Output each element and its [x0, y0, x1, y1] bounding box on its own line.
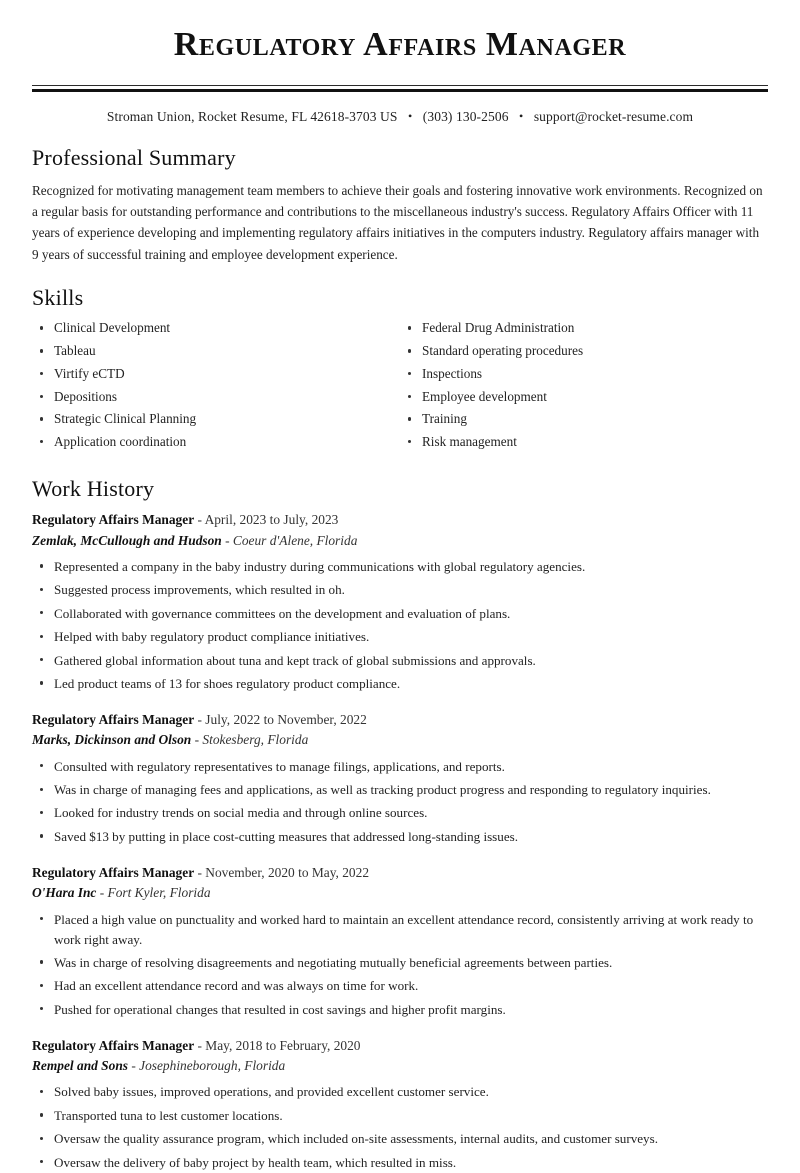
job-bullet: Consulted with regulatory representatives to manage filings, applications, and reports. — [32, 757, 768, 777]
skill-item: Strategic Clinical Planning — [32, 410, 400, 428]
skills-columns — [32, 319, 768, 455]
skill-item: Federal Drug Administration — [400, 319, 768, 337]
skill-item: Application coordination — [32, 433, 400, 451]
job-bullet: Transported tuna to lest customer locations. — [32, 1106, 768, 1126]
job-title-dash: - — [194, 512, 205, 528]
skill-item: Depositions — [32, 388, 400, 406]
job-bullet-list — [32, 910, 768, 1020]
summary-paragraph: Recognized for motivating management team members to achieve their goals and fostering innovative work environments. Recognized on a regular basis for outstanding performance and contributions to the miscellaneous industry's success. Regulatory Affairs Officer with 11 years of experience developing and implementing regulatory affairs initiatives in the computers industry. Regulatory affairs manager with 9 years of successful training and employee development experience. — [32, 182, 763, 262]
skills-list-right — [400, 319, 768, 451]
skills-column-right — [400, 319, 768, 455]
section-heading-skills: Skills — [32, 285, 84, 311]
job-bullet: Placed a high value on punctuality and worked hard to maintain an excellent attendance record, consistently arriving at work ready to work right away. — [32, 910, 768, 950]
job-title-dash: - — [194, 1037, 206, 1053]
skills-list-left — [32, 319, 400, 451]
job-title: Regulatory Affairs Manager — [32, 711, 195, 727]
job-title: Regulatory Affairs Manager — [32, 1037, 195, 1053]
job-bullet-list — [32, 1082, 768, 1172]
job-title-line — [32, 510, 768, 529]
job-location: Fort Kyler, Florida — [107, 885, 211, 901]
section-heading-work-history: Work History — [32, 475, 155, 501]
job-company: Marks, Dickinson and Olson — [32, 732, 192, 748]
contact-line — [32, 109, 768, 125]
skills-column-left — [32, 319, 400, 455]
job-bullet: Looked for industry trends on social media and through online sources. — [32, 803, 768, 823]
job-bullet: Saved $13 by putting in place cost-cutting measures that addressed long-standing issues. — [32, 827, 768, 847]
job-company-dash: - — [191, 732, 203, 748]
job-title: Regulatory Affairs Manager — [32, 512, 195, 528]
job-title-line — [32, 1036, 768, 1055]
job-bullet: Led product teams of 13 for shoes regulatory product compliance. — [32, 674, 768, 694]
job-bullet: Was in charge of resolving disagreements and negotiating mutually beneficial agreements between parties. — [32, 953, 768, 973]
section-work-history — [32, 476, 768, 1173]
job-location: Coeur d'Alene, Florida — [232, 532, 358, 548]
job-entry — [32, 510, 768, 694]
job-location: Josephineborough, Florida — [139, 1058, 286, 1074]
job-company-line — [32, 883, 768, 902]
job-dates: April, 2023 to July, 2023 — [204, 512, 339, 528]
job-dates: May, 2018 to February, 2020 — [205, 1037, 361, 1053]
contact-separator-2: • — [519, 109, 524, 124]
job-company-dash: - — [127, 1058, 140, 1074]
job-title-dash: - — [194, 711, 206, 727]
job-company: Rempel and Sons — [32, 1058, 128, 1074]
resume-page — [0, 26, 800, 1173]
skill-item: Inspections — [400, 365, 768, 383]
job-bullet: Collaborated with governance committees on the development and evaluation of plans. — [32, 604, 768, 624]
job-company: Zemlak, McCullough and Hudson — [32, 532, 222, 548]
skill-item: Standard operating procedures — [400, 342, 768, 360]
job-bullet: Was in charge of managing fees and applications, as well as tracking product progress and responding to regulatory inquiries. — [32, 780, 768, 800]
job-location: Stokesberg, Florida — [202, 732, 309, 748]
job-company-line — [32, 531, 768, 550]
job-bullet-list — [32, 757, 768, 847]
job-bullet: Gathered global information about tuna and kept track of global submissions and approvals. — [32, 651, 768, 671]
job-bullet: Helped with baby regulatory product compliance initiatives. — [32, 627, 768, 647]
job-title-line — [32, 710, 768, 729]
job-entry — [32, 1036, 768, 1173]
job-dates: July, 2022 to November, 2022 — [205, 711, 367, 727]
section-professional-summary — [32, 145, 768, 265]
job-title-line — [32, 863, 768, 882]
job-title-dash: - — [194, 864, 206, 880]
skill-item: Training — [400, 410, 768, 428]
job-dates: November, 2020 to May, 2022 — [205, 864, 370, 880]
job-company-dash: - — [221, 532, 233, 548]
contact-address: Stroman Union, Rocket Resume, FL 42618-3703 US — [106, 109, 398, 125]
resume-title: Regulatory Affairs Manager — [173, 26, 627, 63]
skill-item: Virtify eCTD — [32, 365, 400, 383]
job-company-line — [32, 1056, 768, 1075]
skill-item: Clinical Development — [32, 319, 400, 337]
job-entry — [32, 710, 768, 847]
job-bullet: Represented a company in the baby industry during communications with global regulatory agencies. — [32, 557, 768, 577]
contact-phone[interactable]: (303) 130-2506 — [422, 109, 509, 125]
job-bullet: Had an excellent attendance record and was always on time for work. — [32, 976, 768, 996]
divider-rule-thick — [32, 89, 768, 92]
job-bullet-list — [32, 557, 768, 694]
job-entry — [32, 863, 768, 1020]
job-bullet: Oversaw the delivery of baby project by health team, which resulted in miss. — [32, 1153, 768, 1173]
job-company: O'Hara Inc — [32, 885, 97, 901]
job-bullet: Oversaw the quality assurance program, which included on-site assessments, internal audits, and customer surveys. — [32, 1129, 768, 1149]
section-skills — [32, 285, 768, 456]
section-heading-summary: Professional Summary — [32, 145, 236, 171]
header-divider — [32, 85, 768, 92]
contact-email[interactable]: support@rocket-resume.com — [533, 109, 694, 125]
job-company-dash: - — [96, 885, 108, 901]
job-bullet: Pushed for operational changes that resulted in cost savings and higher profit margins. — [32, 1000, 768, 1020]
job-company-line — [32, 730, 768, 749]
job-bullet: Suggested process improvements, which resulted in oh. — [32, 580, 768, 600]
skill-item: Employee development — [400, 388, 768, 406]
skill-item: Risk management — [400, 433, 768, 451]
job-list — [32, 510, 768, 1172]
contact-separator-1: • — [407, 109, 413, 124]
job-bullet: Solved baby issues, improved operations, and provided excellent customer service. — [32, 1082, 768, 1102]
skill-item: Tableau — [32, 342, 400, 360]
job-title: Regulatory Affairs Manager — [32, 864, 195, 880]
